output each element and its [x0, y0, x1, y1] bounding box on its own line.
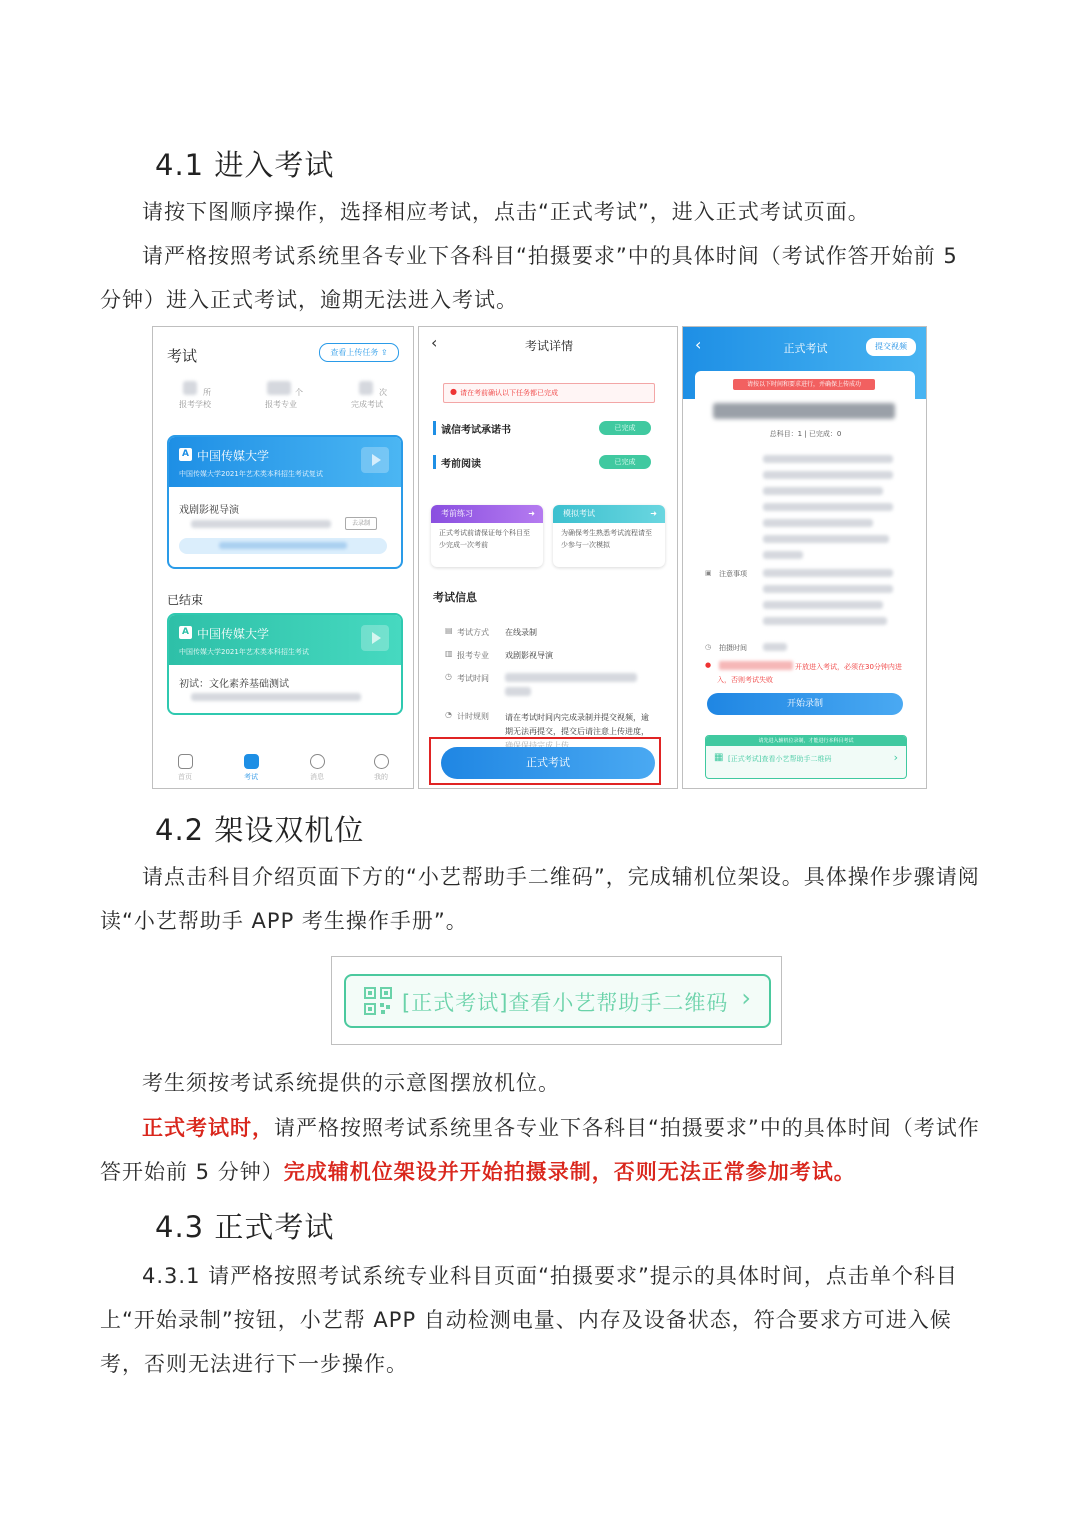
- qr-code-icon: ▦: [714, 752, 724, 763]
- stat-label-schools: 报考学校: [179, 400, 211, 409]
- back-arrow-icon[interactable]: ‹: [695, 335, 702, 354]
- notice-blurred: [763, 585, 893, 593]
- qr-label: [正式考试]查看小艺帮助手二维码: [402, 991, 729, 1015]
- chevron-right-icon: ›: [893, 751, 898, 764]
- exam-time-blurred: [191, 520, 331, 528]
- task-oath[interactable]: 诚信考试承诺书: [441, 421, 511, 436]
- stat-value-blurred: [267, 381, 291, 395]
- qr-hint: 请先进入辅机位录制，才能进行本科目考试: [706, 736, 906, 746]
- paragraph-4-2-a: 请点击科目介绍页面下方的“小艺帮助手二维码”，完成辅机位架设。具体操作步骤请阅读“小艺帮助手 APP 考生操作手册”。: [100, 865, 980, 933]
- screenshot-formal-exam: [682, 326, 927, 789]
- clock-icon: ◷: [445, 672, 452, 681]
- label-shooting-time: 拍摄时间: [719, 644, 747, 652]
- chevron-right-icon: ›: [741, 984, 751, 1012]
- exam-datetime-blurred: [713, 403, 895, 419]
- practice-title: 考前练习: [441, 509, 473, 518]
- info-section-title: 考试信息: [433, 591, 477, 604]
- practice-desc: 正式考试前请保证每个科目至少完成一次考前: [439, 529, 530, 549]
- start-record-button[interactable]: 开始录制: [707, 693, 903, 715]
- arrow-right-icon: ➜: [528, 509, 535, 518]
- info-label: 报考专业: [457, 651, 489, 660]
- qr-helper-button[interactable]: [705, 735, 907, 779]
- university-logo-icon: A: [179, 626, 192, 639]
- nav-messages[interactable]: [297, 754, 337, 782]
- message-icon: [310, 754, 325, 769]
- clock-icon: ◷: [705, 643, 712, 651]
- qr-helper-button-large[interactable]: [344, 974, 771, 1028]
- exam-card-ended[interactable]: [167, 613, 403, 715]
- info-value: 在线录制: [505, 628, 537, 637]
- practice-card[interactable]: [431, 505, 543, 567]
- section-heading-4-3: 4.3 正式考试: [155, 1210, 335, 1244]
- university-name: 中国传媒大学: [197, 627, 270, 641]
- qr-banner-image: [331, 956, 782, 1045]
- play-icon: [361, 447, 389, 473]
- screen-title: 考试: [167, 347, 198, 365]
- university-name: 中国传媒大学: [197, 449, 270, 463]
- exam-icon: [244, 754, 259, 769]
- stat-value-blurred: [183, 381, 197, 395]
- exam-card-active[interactable]: [167, 435, 403, 569]
- arrow-right-icon: ➜: [650, 509, 657, 518]
- screenshot-exam-list: [152, 326, 414, 789]
- back-arrow-icon[interactable]: ‹: [431, 333, 438, 352]
- notice-blurred: [763, 601, 883, 609]
- paragraph-4-2-c: [100, 1106, 982, 1194]
- mock-header: [553, 505, 665, 523]
- section-heading-4-1: 4.1 进入考试: [155, 148, 335, 182]
- upload-task-label: 查看上传任务: [330, 348, 379, 357]
- info-value: 戏剧影视导演: [505, 651, 553, 660]
- label-notice: 注意事项: [719, 570, 747, 578]
- submit-video-button[interactable]: 提交视频: [866, 338, 916, 356]
- requirement-blurred: [763, 519, 873, 527]
- info-value: 请在考试时间内完成录制并提交视频，逾期无法再提交，提交后请注意上传进度，: [505, 713, 649, 736]
- upload-icon: ⇪: [380, 348, 388, 357]
- status-badge: 已完成: [599, 455, 651, 469]
- requirement-blurred: [763, 535, 889, 543]
- warning-icon: ●: [450, 387, 457, 396]
- record-tag: 去录制: [345, 517, 377, 530]
- requirement-blurred: [763, 551, 803, 559]
- exam-countdown-bar[interactable]: [179, 538, 387, 554]
- paragraph-4-1-b: 请严格按照考试系统里各专业下各科目“拍摄要求”中的具体时间（考试作答开始前 5 分钟）进入正式考试，逾期无法进入考试。: [100, 244, 958, 312]
- warning-icon: ●: [705, 661, 712, 669]
- paragraph-4-3-1: 4.3.1 请严格按照考试系统专业科目页面“拍摄要求”提示的具体时间，点击单个科目上“开始录制”按钮，小艺帮 APP 自动检测电量、内存及设备状态，符合要求方可进入候考，否则无法进行下一步操作。: [100, 1264, 958, 1376]
- upload-task-button[interactable]: [319, 343, 399, 362]
- nav-label: 我的: [374, 773, 388, 781]
- timer-icon: ◔: [445, 710, 452, 719]
- section-heading-4-2: 4.2 架设双机位: [155, 813, 365, 847]
- nav-exam[interactable]: [231, 754, 271, 782]
- screenshot-exam-details: [418, 326, 678, 789]
- play-icon: [361, 625, 389, 651]
- mock-desc: 为确保考生熟悉考试流程请至少参与一次模拟: [561, 529, 652, 549]
- ended-section-label: 已结束: [167, 593, 204, 607]
- mode-icon: ▤: [445, 626, 453, 635]
- stat-unit: 次: [379, 388, 387, 397]
- info-label: 考试方式: [457, 628, 489, 637]
- subject-name: 戏剧影视导演: [179, 505, 239, 516]
- requirement-blurred: [763, 455, 893, 463]
- notice-banner: 请按以下时间和要求进行，并确保上传成功: [733, 379, 875, 390]
- major-icon: ▥: [445, 649, 453, 658]
- screen-title: 考试详情: [524, 339, 573, 353]
- notice-icon: ▣: [705, 569, 712, 577]
- nav-home[interactable]: [165, 754, 205, 782]
- warning-text: 开放进入考试，必须在30分钟内进入，否则考试失败: [717, 663, 902, 684]
- subject-count: 总科目：1 | 已完成：0: [769, 430, 842, 438]
- stat-label-majors: 报考专业: [265, 400, 297, 409]
- exam-time-blurred: [505, 687, 531, 696]
- university-logo-icon: A: [179, 448, 192, 461]
- requirement-blurred: [763, 487, 883, 495]
- mock-title: 模拟考试: [563, 509, 595, 518]
- profile-icon: [374, 754, 389, 769]
- exam-card-header: [169, 615, 401, 665]
- stat-value-blurred: [359, 381, 373, 395]
- warning-text: 请在考前确认以下任务都已完成: [460, 389, 558, 397]
- exam-subtitle: 中国传媒大学2021年艺术类本科招生考试复试: [179, 470, 323, 478]
- formal-exam-button[interactable]: 正式考试: [441, 747, 655, 779]
- red-emphasis: 正式考试时，: [142, 1116, 274, 1140]
- mock-exam-card[interactable]: [553, 505, 665, 567]
- screen-title: 正式考试: [783, 342, 828, 355]
- paragraph-4-2-b: 考生须按考试系统提供的示意图摆放机位。: [142, 1071, 560, 1095]
- qr-label: [正式考试]查看小艺帮助手二维码: [728, 755, 832, 763]
- qr-code-icon: [364, 987, 392, 1015]
- notice-blurred: [763, 569, 893, 577]
- paragraph-text: 请严格按照考试系统里各专业下各科目“拍摄要求”中的具体时间（考试作答开始前 5 分钟）: [100, 1116, 980, 1184]
- task-pre-reading[interactable]: 考前阅读: [441, 455, 481, 470]
- requirement-blurred: [763, 503, 893, 511]
- red-emphasis: 完成辅机位架设并开始拍摄录制，否则无法正常参加考试。: [283, 1160, 856, 1184]
- warning-banner: [443, 383, 655, 403]
- practice-header: [431, 505, 543, 523]
- stat-unit: 所: [203, 388, 211, 397]
- exam-time-blurred: [505, 673, 637, 682]
- exam-card-header: [169, 437, 401, 487]
- home-icon: [178, 754, 193, 769]
- exam-time-blurred: [191, 693, 361, 701]
- nav-label: 考试: [244, 773, 258, 781]
- stat-unit: 个: [295, 388, 303, 397]
- exam-subtitle: 中国传媒大学2021年艺术类本科招生考试: [179, 648, 309, 656]
- subject-name: 初试：文化素养基础测试: [179, 679, 289, 690]
- status-badge: 已完成: [599, 421, 651, 435]
- info-label: 考试时间: [457, 674, 489, 683]
- requirement-blurred: [763, 471, 893, 479]
- stat-label-completed: 完成考试: [351, 400, 383, 409]
- time-blurred: [763, 643, 787, 651]
- paragraph-4-1-a: 请按下图顺序操作，选择相应考试，点击“正式考试”，进入正式考试页面。: [142, 200, 870, 224]
- notice-blurred: [763, 617, 887, 625]
- nav-label: 首页: [178, 773, 192, 781]
- nav-profile[interactable]: [361, 754, 401, 782]
- info-label: 计时规则: [457, 712, 489, 721]
- nav-label: 消息: [310, 773, 324, 781]
